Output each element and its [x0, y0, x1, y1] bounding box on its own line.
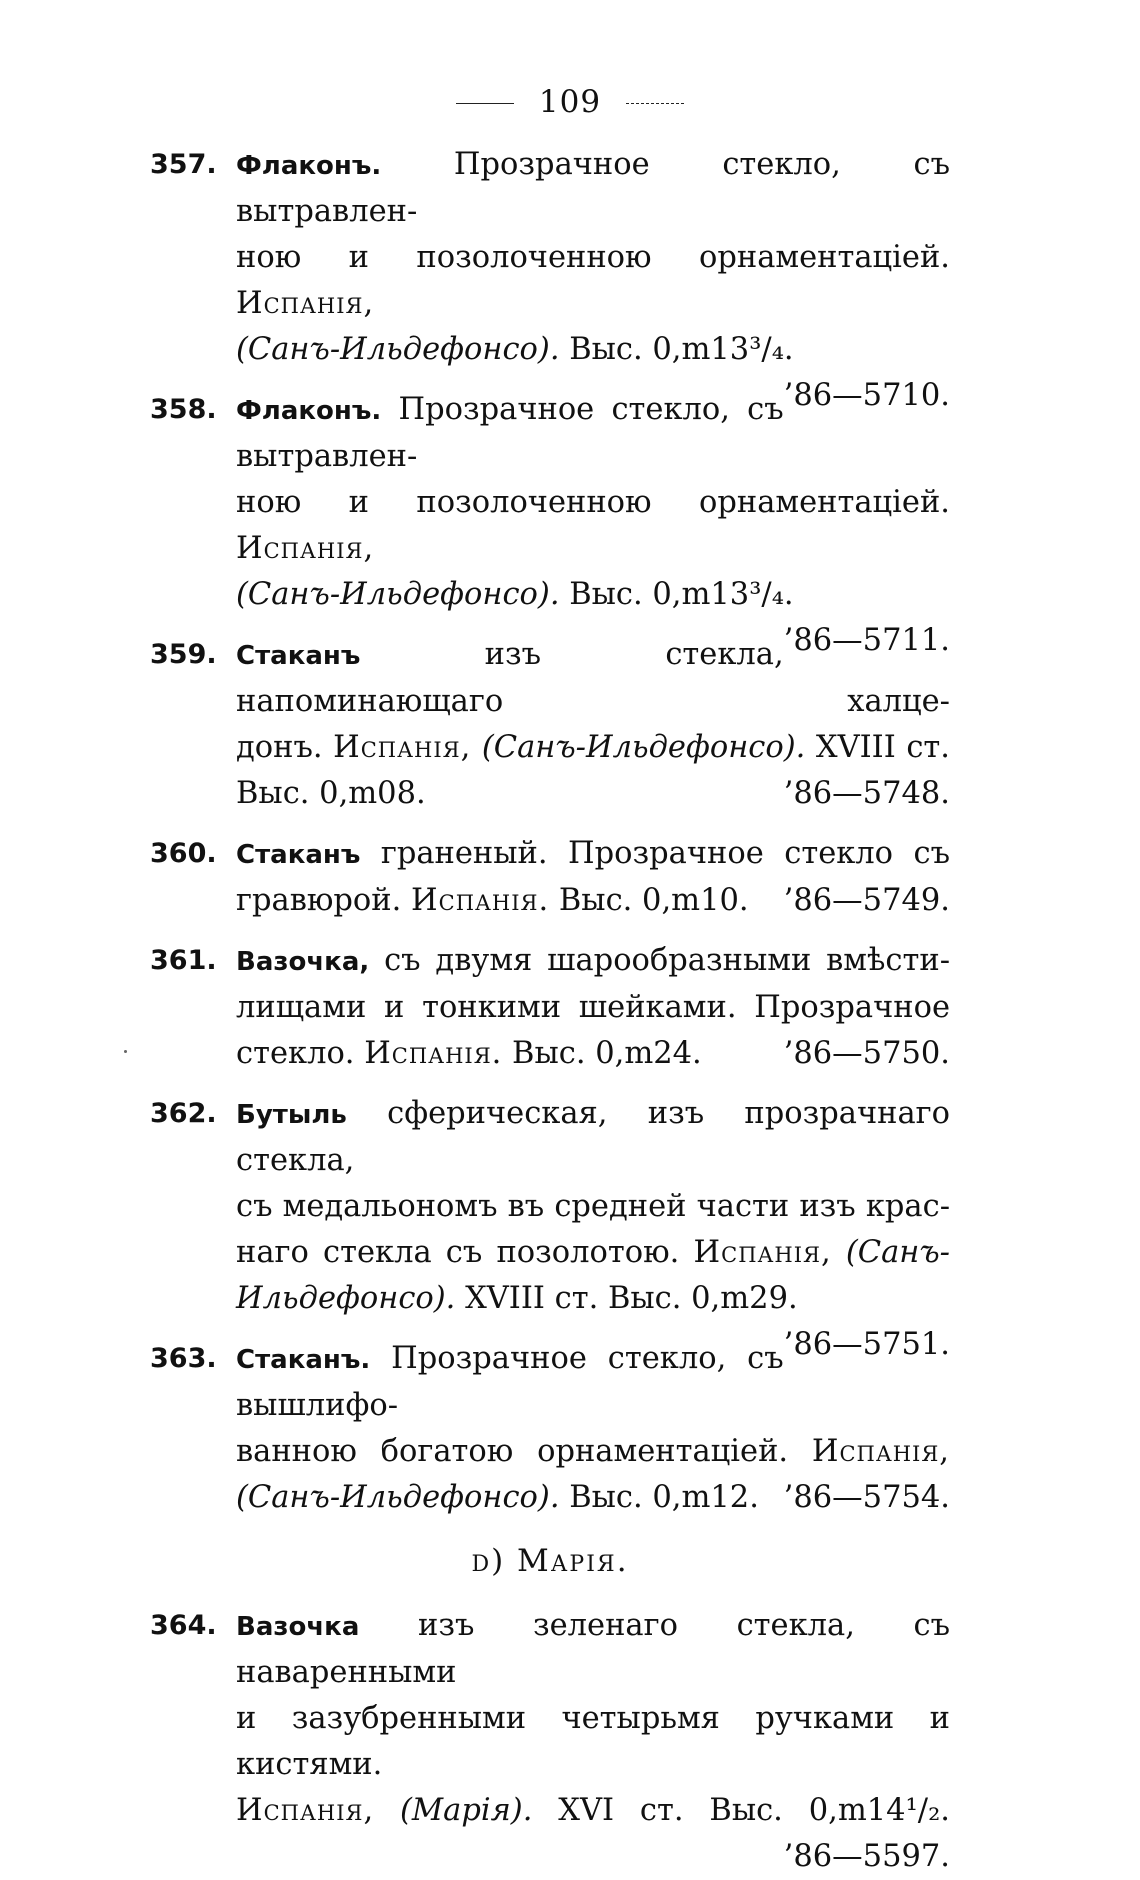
inventory-number: ’86—5748.	[783, 776, 950, 811]
entry-number: 362.	[150, 1098, 217, 1129]
item-name: Флаконъ.	[236, 151, 382, 181]
entry-line	[236, 480, 950, 572]
entry-line	[236, 725, 950, 771]
inventory-number: ’86—5754.	[783, 1480, 950, 1515]
entry-number: 357.	[150, 149, 217, 180]
page-number: 109	[538, 84, 602, 120]
section-title: d) Марія.	[471, 1543, 629, 1579]
header-rule-left	[456, 103, 514, 104]
catalog-entry	[150, 831, 950, 924]
inventory-number: ’86—5751.	[783, 1327, 950, 1362]
item-name: Флаконъ.	[236, 396, 382, 426]
item-name: Вазочка	[236, 1612, 360, 1642]
catalog-entry	[150, 632, 950, 817]
stray-dot	[124, 1050, 127, 1053]
description-text: и зазубренными четырьмя ручками и кистями.	[236, 1701, 950, 1782]
description-text: Выс. 0,m24.	[502, 1036, 702, 1071]
catalog-entry	[150, 1603, 950, 1874]
description-text: XVI ст. Выс. 0,m14¹/₂.	[532, 1793, 950, 1828]
inventory-number: ’86—5750.	[783, 1036, 950, 1071]
description-text: Прозрачное стекло, съ вытравлен-	[236, 392, 784, 474]
description-text: Выс. 0,m13³/₄.	[559, 577, 794, 612]
description-text: донъ.	[236, 730, 334, 765]
entry-line	[236, 1788, 950, 1834]
description-text: лищами и тонкими шейками. Прозрачное	[236, 990, 950, 1025]
entry-line	[236, 1230, 950, 1276]
entry-line	[236, 1696, 950, 1788]
item-name: Вазочка,	[236, 947, 370, 977]
place-name: Испанія,	[333, 730, 472, 765]
locality: (Санъ-	[831, 1235, 950, 1270]
description-text: наго стекла съ позолотою.	[236, 1235, 694, 1270]
entry-line	[236, 632, 950, 725]
inventory-number: ’86—5710.	[783, 378, 950, 413]
locality: Ильдефонсо).	[236, 1281, 456, 1316]
entry-number: 360.	[150, 838, 217, 869]
entry-number: 358.	[150, 394, 217, 425]
place-name: Испанія,	[693, 1235, 832, 1270]
place-name: Испанія.	[411, 883, 550, 918]
entry-line	[236, 1184, 950, 1230]
description-text: граненый. Прозрачное стекло съ	[360, 836, 950, 871]
item-name: Стаканъ	[236, 641, 361, 671]
item-name: Стаканъ	[236, 840, 361, 870]
description-text: Выс. 0,m08.	[236, 776, 426, 811]
entry-line	[236, 985, 950, 1031]
entry-line	[236, 235, 950, 327]
description-text: съ медальономъ въ средней части изъ крас-	[236, 1189, 950, 1224]
item-name: Бутыль	[236, 1100, 347, 1130]
place-name: Испанія,	[236, 1793, 375, 1828]
place-name: Испанія.	[364, 1036, 503, 1071]
description-text: Прозрачное стекло, съ вытравлен-	[236, 147, 950, 229]
catalog-entry	[150, 1336, 950, 1521]
place-name: Испанія,	[236, 531, 375, 566]
entry-line	[236, 878, 950, 924]
entry-number: 364.	[150, 1610, 217, 1641]
description-text: гравюрой.	[236, 883, 412, 918]
entry-line	[236, 387, 950, 480]
description-text: ною и позолоченною орнаментаціей.	[236, 240, 950, 275]
inventory-number: ’86—5711.	[783, 623, 950, 658]
locality: (Санъ-Ильдефонсо).	[236, 332, 560, 367]
item-name: Стаканъ.	[236, 1345, 371, 1375]
entry-line	[236, 1603, 950, 1696]
locality: (Санъ-Ильдефонсо).	[236, 1480, 560, 1515]
place-name: Испанія,	[236, 286, 375, 321]
description-text: съ двумя шарообразными вмѣсти-	[369, 943, 950, 978]
locality: (Санъ-Ильдефонсо).	[471, 730, 806, 765]
entry-line	[236, 1475, 950, 1521]
entry-number: 361.	[150, 945, 217, 976]
entry-number: 363.	[150, 1343, 217, 1374]
entry-line	[236, 1031, 950, 1077]
description-text: сферическая, изъ прозрачнаго стекла,	[236, 1096, 950, 1178]
inventory-number: ’86—5749.	[783, 883, 950, 918]
page-header	[0, 84, 1140, 120]
description-text: изъ стекла, напоминающаго халце-	[236, 637, 950, 719]
entry-line	[236, 771, 950, 817]
catalog-entries	[150, 142, 950, 1880]
locality: (Санъ-Ильдефонсо).	[236, 577, 560, 612]
entry-line	[236, 831, 950, 878]
entry-number: 359.	[150, 639, 217, 670]
description-text: изъ зеленаго стекла, съ наваренными	[236, 1608, 950, 1690]
description-text: ванною богатою орнаментаціей.	[236, 1434, 812, 1469]
description-text: Выс. 0,m10.	[549, 883, 749, 918]
description-text: XVIII ст.	[805, 730, 950, 765]
entry-line	[236, 938, 950, 985]
entry-line	[236, 142, 950, 235]
header-rule-right	[626, 103, 684, 104]
entry-line	[236, 1336, 950, 1429]
description-text: ною и позолоченною орнаментаціей.	[236, 485, 950, 520]
entry-line	[236, 1429, 950, 1475]
inventory-number: ’86—5597.	[783, 1839, 950, 1874]
description-text: Прозрачное стекло, съ вышлифо-	[236, 1341, 784, 1423]
description-text: XVIII ст. Выс. 0,m29.	[455, 1281, 798, 1316]
locality: (Марія).	[374, 1793, 533, 1828]
description-text: Выс. 0,m13³/₄.	[559, 332, 794, 367]
place-name: Испанія,	[811, 1434, 950, 1469]
catalog-entry	[150, 938, 950, 1077]
description-text: Выс. 0,m12.	[559, 1480, 759, 1515]
entry-line	[236, 1091, 950, 1184]
description-text: стекло.	[236, 1036, 365, 1071]
